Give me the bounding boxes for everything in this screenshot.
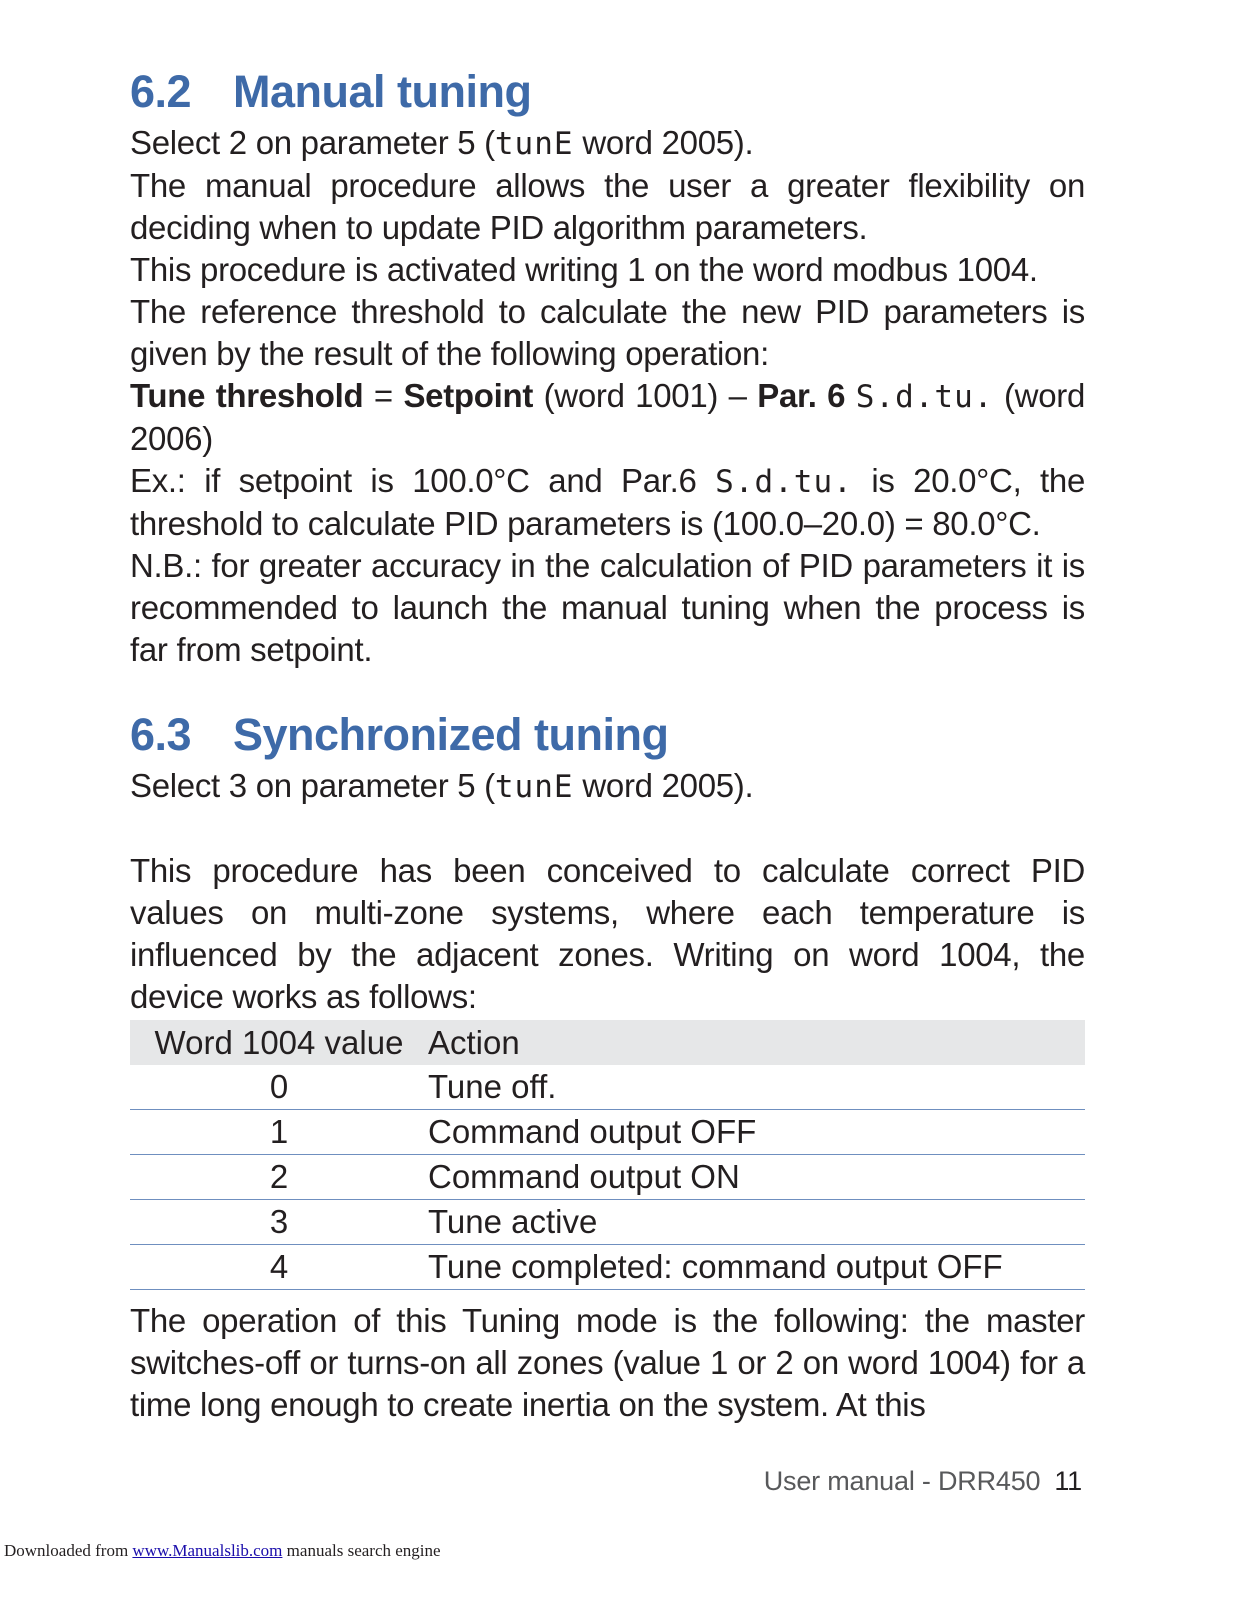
table-row [130, 1155, 1085, 1200]
paragraph-procedure-description: This procedure has been conceived to calculate correct PID values on multi-zone systems, where each temperature is influenced by the adjacent zones. Writing on word 1004, the device works as follows: [130, 852, 1085, 1015]
cell-value: 0 [130, 1065, 428, 1110]
text-run: Ex.: if setpoint is 100.0°C and Par.6 [130, 462, 716, 499]
table-row [130, 1245, 1085, 1290]
seven-segment-label: tunE [494, 769, 574, 805]
text-run: (word 2006) [130, 377, 1085, 457]
formula-term: Par. 6 [757, 377, 846, 414]
section-heading-6-3 [130, 705, 1085, 765]
cell-value: 1 [130, 1110, 428, 1155]
text-run: Select 3 on parameter 5 ( [130, 767, 495, 804]
paragraph-example [130, 460, 1085, 545]
paragraph-select-parameter [130, 122, 1085, 165]
page-content [130, 62, 1085, 1426]
cell-action: Command output ON [428, 1155, 1085, 1200]
seven-segment-label: S.d.tu. [855, 379, 994, 415]
text-run: word 2005). [573, 124, 754, 161]
cell-action: Tune off. [428, 1065, 1085, 1110]
formula-line [130, 375, 1085, 460]
cell-value: 2 [130, 1155, 428, 1200]
download-note [4, 1541, 441, 1561]
paragraph-operation: The operation of this Tuning mode is the following: the master switches-off or turns-on all zones (value 1 or 2 on word 1004) for a time long enough to create inertia on the system. At this [130, 1302, 1085, 1423]
paragraph-manual-procedure: The manual procedure allows the user a greater flexibility on deciding when to update PID algorithm parameters. [130, 167, 1085, 246]
section-heading-6-2 [130, 62, 1085, 122]
manualslib-link[interactable]: www.Manualslib.com [132, 1541, 283, 1560]
column-header-value: Word 1004 value [130, 1020, 428, 1065]
table-header-row [130, 1020, 1085, 1065]
seven-segment-label: tunE [494, 126, 574, 162]
text-run: word 2005). [573, 767, 754, 804]
text-run: manuals search engine [282, 1541, 441, 1560]
section-number: 6.3 [130, 709, 192, 760]
cell-value: 3 [130, 1200, 428, 1245]
paragraph-note: N.B.: for greater accuracy in the calculation of PID parameters it is recommended to launch the manual tuning when the process is far from setpoint. [130, 547, 1085, 668]
cell-action: Command output OFF [428, 1110, 1085, 1155]
column-header-action: Action [428, 1020, 1085, 1065]
table-row [130, 1200, 1085, 1245]
footer-manual-title: User manual - DRR450 [763, 1466, 1041, 1496]
word-1004-table [130, 1020, 1085, 1290]
text-run: (word 1001) – [533, 377, 758, 414]
page-footer [764, 1466, 1082, 1497]
section-title: Manual tuning [233, 66, 532, 117]
text-run: = [363, 377, 404, 414]
cell-action: Tune active [428, 1200, 1085, 1245]
page-number: 11 [1054, 1466, 1082, 1496]
cell-value: 4 [130, 1245, 428, 1290]
paragraph-select-parameter [130, 765, 1085, 808]
text-run: is 20.0°C, the threshold to calculate PID parameters is (100.0–20.0) = 80.0°C. [130, 462, 1085, 542]
table-row [130, 1065, 1085, 1110]
section-title: Synchronized tuning [233, 709, 669, 760]
table-row [130, 1110, 1085, 1155]
paragraph-reference-threshold: The reference threshold to calculate the new PID parameters is given by the result of the following operation: [130, 293, 1085, 372]
formula-term: Tune threshold [130, 377, 364, 414]
cell-action: Tune completed: command output OFF [428, 1245, 1085, 1290]
text-run: Downloaded from [4, 1541, 133, 1560]
paragraph-activation: This procedure is activated writing 1 on the word modbus 1004. [130, 251, 1038, 288]
section-number: 6.2 [130, 66, 192, 117]
spacer [130, 808, 1085, 850]
formula-term: Setpoint [403, 377, 534, 414]
text-run: Select 2 on parameter 5 ( [130, 124, 495, 161]
seven-segment-label: S.d.tu. [715, 464, 853, 500]
